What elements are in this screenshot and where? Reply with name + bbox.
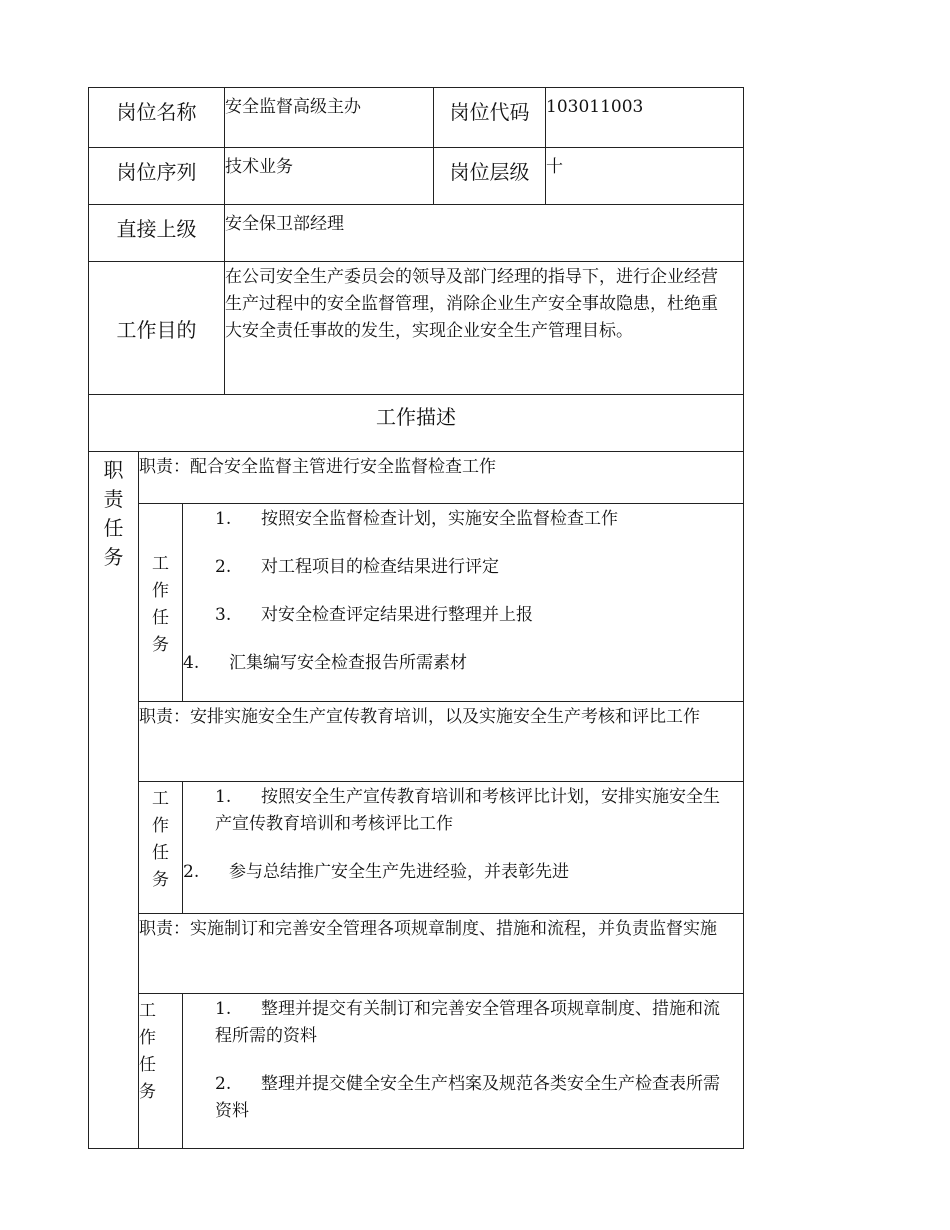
task-list bbox=[183, 504, 744, 702]
responsibility-label-text: 职责任务 bbox=[103, 458, 124, 569]
tasks-label bbox=[139, 782, 183, 914]
task-list bbox=[183, 782, 744, 914]
task-number: 2. bbox=[215, 1074, 232, 1094]
task-number: 1. bbox=[215, 787, 232, 807]
task-item bbox=[183, 1071, 731, 1125]
task-item bbox=[183, 784, 731, 838]
description-header: 工作描述 bbox=[89, 395, 744, 452]
post-name-value: 安全监督高级主办 bbox=[225, 88, 434, 148]
post-sequence-label: 岗位序列 bbox=[89, 148, 225, 205]
row-post-name bbox=[89, 88, 744, 148]
task-item bbox=[183, 554, 743, 581]
task-number: 3. bbox=[215, 605, 232, 625]
tasks-label-text: 工作任务 bbox=[139, 1001, 156, 1102]
row-post-sequence bbox=[89, 148, 744, 205]
post-level-value: 十 bbox=[546, 148, 744, 205]
tasks-label-text: 工作任务 bbox=[152, 553, 169, 655]
task-text: 汇集编写安全检查报告所需素材 bbox=[229, 653, 467, 673]
task-text: 参与总结推广安全生产先进经验，并表彰先进 bbox=[229, 862, 569, 882]
task-text: 按照安全生产宣传教育培训和考核评比计划，安排实施安全生产宣传教育培训和考核评比工作 bbox=[215, 787, 720, 834]
duty-text: 职责：实施制订和完善安全管理各项规章制度、措施和流程，并负责监督实施 bbox=[139, 914, 744, 994]
post-sequence-value: 技术业务 bbox=[225, 148, 434, 205]
task-item bbox=[183, 650, 743, 677]
task-text: 对安全检查评定结果进行整理并上报 bbox=[261, 605, 533, 625]
goal-label: 工作目的 bbox=[89, 262, 225, 395]
task-number: 2. bbox=[215, 557, 232, 577]
tasks-label bbox=[139, 994, 183, 1149]
duty-row bbox=[89, 914, 744, 994]
post-level-label: 岗位层级 bbox=[434, 148, 546, 205]
row-supervisor bbox=[89, 205, 744, 262]
post-name-label: 岗位名称 bbox=[89, 88, 225, 148]
post-code-value: 103011003 bbox=[546, 88, 744, 148]
task-item bbox=[183, 859, 731, 886]
task-number: 1. bbox=[215, 999, 232, 1019]
row-goal bbox=[89, 262, 744, 395]
tasks-label-text: 工作任务 bbox=[152, 789, 169, 890]
duty-text: 职责：安排实施安全生产宣传教育培训，以及实施安全生产考核和评比工作 bbox=[139, 702, 744, 782]
task-item bbox=[183, 996, 731, 1050]
duty-row bbox=[89, 702, 744, 782]
job-description-sheet bbox=[88, 87, 743, 1149]
supervisor-value: 安全保卫部经理 bbox=[225, 205, 744, 262]
supervisor-label: 直接上级 bbox=[89, 205, 225, 262]
tasks-label bbox=[139, 504, 183, 702]
duty-row bbox=[89, 452, 744, 504]
tasks-row bbox=[89, 994, 744, 1149]
task-item bbox=[183, 602, 743, 629]
goal-value: 在公司安全生产委员会的领导及部门经理的指导下，进行企业经营生产过程中的安全监督管理，消除企业生产安全事故隐患，杜绝重大安全责任事故的发生，实现企业安全生产管理目标。 bbox=[225, 262, 744, 395]
task-number: 2. bbox=[183, 862, 200, 882]
row-description-header bbox=[89, 395, 744, 452]
task-list bbox=[183, 994, 744, 1149]
task-text: 对工程项目的检查结果进行评定 bbox=[261, 557, 499, 577]
duty-text: 职责：配合安全监督主管进行安全监督检查工作 bbox=[139, 452, 744, 504]
task-text: 按照安全监督检查计划，实施安全监督检查工作 bbox=[261, 509, 618, 529]
responsibility-label bbox=[89, 452, 139, 1149]
job-description-table bbox=[88, 87, 744, 1149]
task-number: 1. bbox=[215, 509, 232, 529]
tasks-row bbox=[89, 504, 744, 702]
post-code-label: 岗位代码 bbox=[434, 88, 546, 148]
task-text: 整理并提交有关制订和完善安全管理各项规章制度、措施和流程所需的资料 bbox=[215, 999, 720, 1046]
task-item bbox=[183, 506, 743, 533]
task-number: 4. bbox=[183, 653, 200, 673]
tasks-row bbox=[89, 782, 744, 914]
task-text: 整理并提交健全安全生产档案及规范各类安全生产检查表所需资料 bbox=[215, 1074, 720, 1121]
